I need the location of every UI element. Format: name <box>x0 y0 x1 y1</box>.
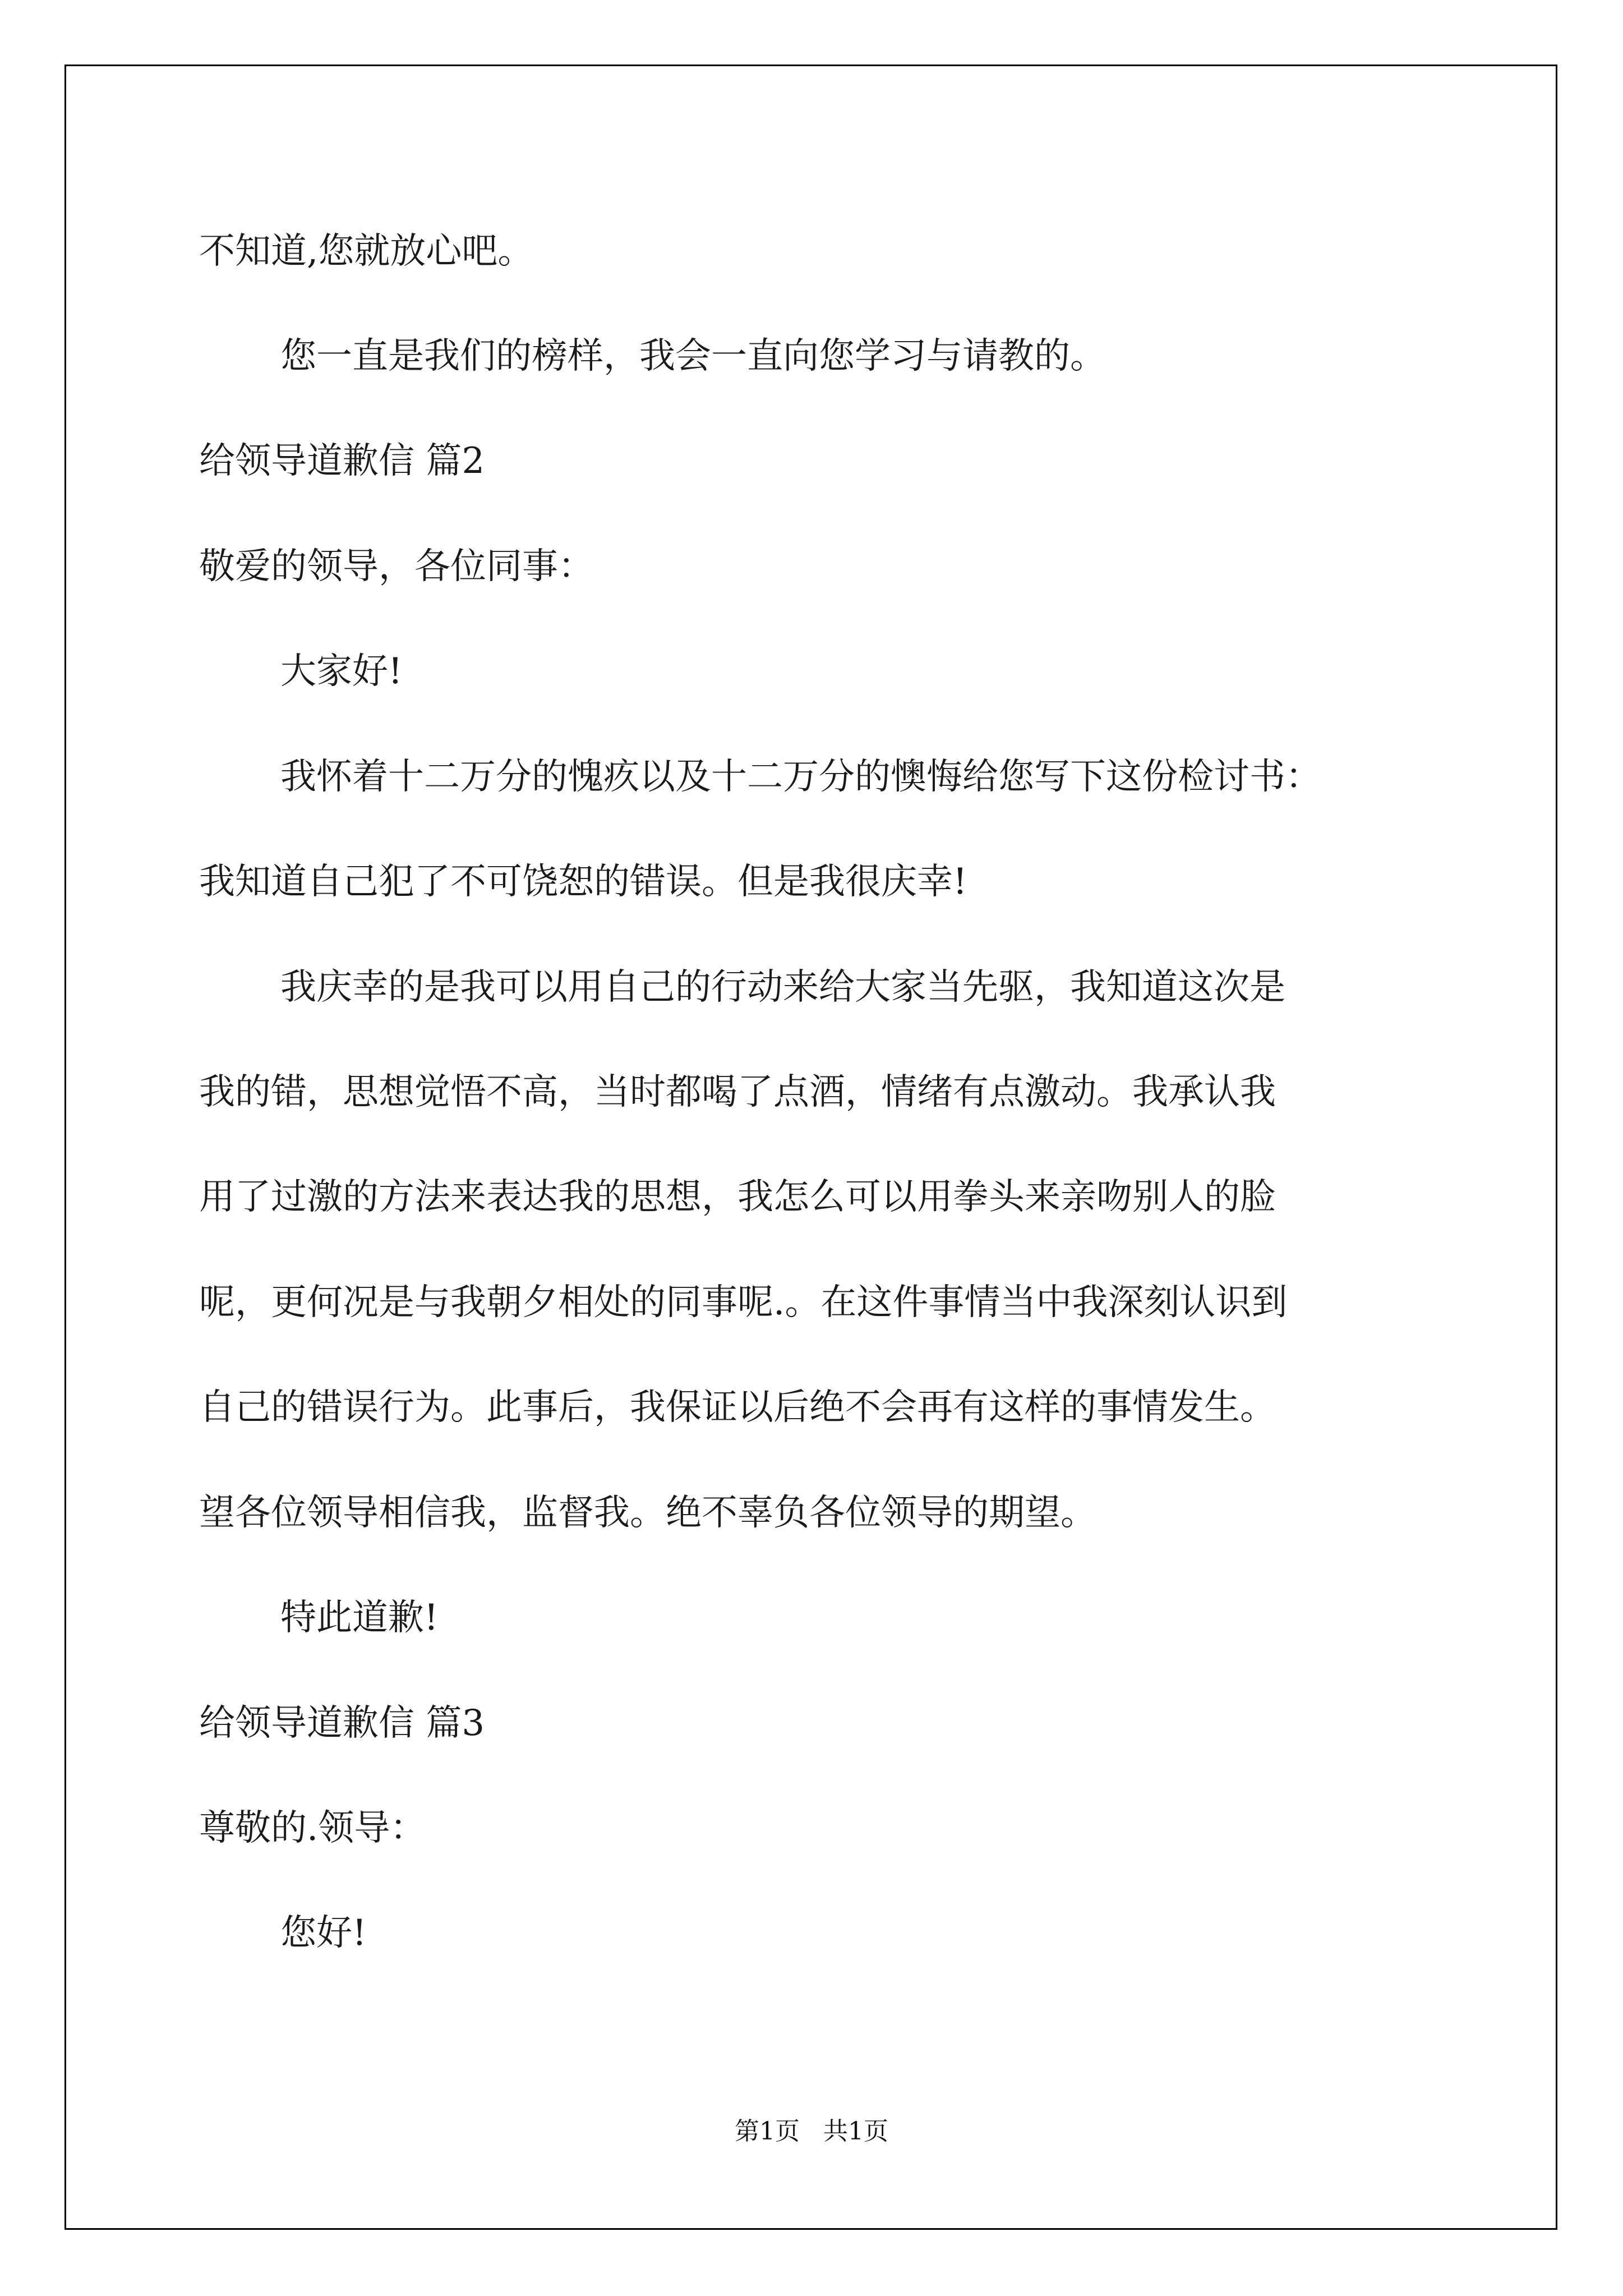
salutation: 尊敬的.领导： <box>199 1807 426 1849</box>
paragraph-line: 我的错，思想觉悟不高，当时都喝了点酒，情绪有点激动。我承认我 <box>199 1071 1276 1113</box>
paragraph-line: 不知道,您就放心吧。 <box>199 231 534 272</box>
paragraph-line: 我知道自己犯了不可饶恕的错误。但是我很庆幸! <box>199 861 967 903</box>
paragraph-line: 我庆幸的是我可以用自己的行动来给大家当先驱，我知道这次是 <box>280 967 1285 1008</box>
greeting: 大家好! <box>280 651 403 692</box>
section-heading: 给领导道歉信 篇2 <box>199 440 485 482</box>
paragraph-line: 望各位领导相信我，监督我。绝不辜负各位领导的期望。 <box>199 1492 1096 1534</box>
paragraph-line: 我怀着十二万分的愧疚以及十二万分的懊悔给您写下这份检讨书： <box>280 756 1321 798</box>
salutation: 敬爱的领导，各位同事： <box>199 546 594 587</box>
page-border <box>64 65 1557 2230</box>
page-number-footer: 第1页 共1页 <box>735 2117 888 2146</box>
paragraph-line: 自己的错误行为。此事后，我保证以后绝不会再有这样的事情发生。 <box>199 1387 1276 1428</box>
closing-line: 特此道歉! <box>280 1597 439 1639</box>
paragraph-line: 用了过激的方法来表达我的思想，我怎么可以用拳头来亲吻别人的脸 <box>199 1176 1276 1218</box>
paragraph-line: 您一直是我们的榜样，我会一直向您学习与请教的。 <box>280 335 1106 377</box>
greeting: 您好! <box>280 1912 367 1954</box>
paragraph-line: 呢，更何况是与我朝夕相处的同事呢.。在这件事情当中我深刻认识到 <box>199 1282 1288 1323</box>
section-heading: 给领导道歉信 篇3 <box>199 1703 485 1744</box>
